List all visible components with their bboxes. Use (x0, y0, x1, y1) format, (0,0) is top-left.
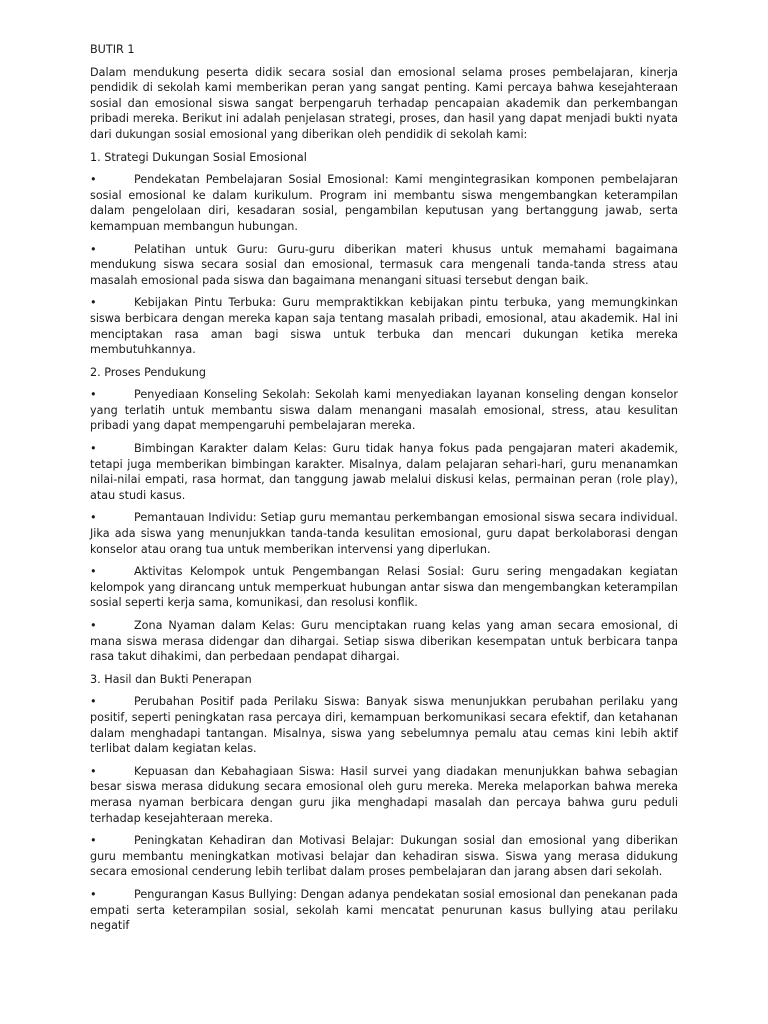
list-item (90, 833, 678, 880)
list-item-text: Pemantauan Individu: Setiap guru memantau perkembangan emosional siswa secara individual. Jika ada siswa yang menunjukkan tanda-tanda kesulitan emosional, guru dapat berkolaborasi dengan konselor atau orang tua untuk memberikan intervensi yang diperlukan. (90, 511, 678, 556)
list-item-text: Aktivitas Kelompok untuk Pengembangan Relasi Sosial: Guru sering mengadakan kegiatan kelompok yang dirancang untuk memperkuat hubungan antar siswa dan mengembangkan keterampilan sosial seperti kerja sama, komunikasi, dan resolusi konflik. (90, 565, 678, 610)
list-item (90, 510, 678, 557)
bullet-icon: • (90, 511, 97, 525)
section-heading-3: 3. Hasil dan Bukti Penerapan (90, 672, 252, 686)
list-item (90, 242, 678, 289)
document-title: BUTIR 1 (90, 43, 135, 56)
bullet-icon: • (90, 242, 97, 256)
list-item (90, 618, 678, 665)
section-heading-2: 2. Proses Pendukung (90, 365, 207, 379)
bullet-icon: • (90, 296, 97, 310)
list-item (90, 387, 678, 434)
bullet-icon: • (90, 619, 97, 632)
bullet-icon: • (90, 834, 97, 848)
list-item-text: Pendekatan Pembelajaran Sosial Emosional: Kami mengintegrasikan komponen pembelajaran sosial emosional ke dalam kurikulum. Program ini membantu siswa mengembangkan keterampilan dalam pengelolaan diri, kesadaran sosial, pengambilan keputusan yang bertanggung jawab, serta kemampuan membangun hubungan. (90, 173, 678, 233)
section-heading-1: 1. Strategi Dukungan Sosial Emosional (90, 150, 307, 164)
intro-paragraph: Dalam mendukung peserta didik secara sosial dan emosional selama proses pembelajaran, kinerja pendidik di sekolah kami memberikan peran yang sangat penting. Kami percaya bahwa kesejahteraan sosial dan emosional siswa sangat berpengaruh terhadap pencapaian akademik dan perkembangan pribadi mereka. Berikut ini adalah penjelasan strategi, proses, dan hasil yang dapat menjadi bukti nyata dari dukungan sosial emosional yang diberikan oleh pendidik di sekolah kami: (90, 65, 678, 141)
bullet-icon: • (90, 565, 97, 579)
list-item-text: Bimbingan Karakter dalam Kelas: Guru tidak hanya fokus pada pengajaran materi akademik, tetapi juga memberikan bimbingan karakter. Misalnya, dalam pelajaran sehari-hari, guru menanamkan nilai-nilai empati, rasa hormat, dan tanggung jawab melalui diskusi kelas, permainan peran (role play), atau studi kasus. (90, 442, 678, 502)
bullet-icon: • (90, 764, 97, 778)
list-item (90, 564, 678, 611)
list-item (90, 295, 678, 357)
list-item (90, 887, 678, 934)
bullet-icon: • (90, 695, 97, 709)
bullet-icon: • (90, 173, 97, 187)
list-item-text: Perubahan Positif pada Perilaku Siswa: Banyak siswa menunjukkan perubahan perilaku yang positif, seperti peningkatan rasa percaya diri, kemampuan berkomunikasi secara efektif, dan ketahanan dalam menghadapi tantangan. Misalnya, siswa yang sebelumnya pemalu atau cemas kini lebih aktif terlibat dalam kegiatan kelas. (90, 695, 678, 756)
bullet-icon: • (90, 887, 97, 901)
bullet-icon: • (90, 388, 97, 402)
list-item-text: Pelatihan untuk Guru: Guru-guru diberikan materi khusus untuk memahami bagaimana mendukung siswa secara sosial dan emosional, termasuk cara mengenali tanda-tanda stress atau masalah emosional pada siswa dan bagaimana menangani situasi tersebut dengan baik. (90, 242, 678, 287)
document-page (90, 42, 678, 941)
list-item-text: Peningkatan Kehadiran dan Motivasi Belajar: Dukungan sosial dan emosional yang diberikan guru membantu meningkatkan motivasi belajar dan kehadiran siswa. Siswa yang merasa didukung secara emosional cenderung lebih terlibat dalam proses pembelajaran dan jarang absen dari sekolah. (90, 834, 678, 879)
list-item (90, 694, 678, 756)
list-item-text: Penyediaan Konseling Sekolah: Sekolah kami menyediakan layanan konseling dengan konselor yang terlatih untuk membantu siswa dalam menangani masalah emosional, stress, atau kesulitan pribadi yang dapat mempengaruhi pembelajaran mereka. (90, 388, 678, 433)
list-item-text: Pengurangan Kasus Bullying: Dengan adanya pendekatan sosial emosional dan penekanan pada empati serta keterampilan sosial, sekolah kami mencatat penurunan kasus bullying atau perilaku negatif (90, 887, 678, 933)
list-item-text: Kepuasan dan Kebahagiaan Siswa: Hasil survei yang diadakan menunjukkan bahwa sebagian besar siswa merasa didukung secara emosional oleh guru mereka. Mereka melaporkan bahwa mereka merasa nyaman berbicara dengan guru jika menghadapi masalah dan percaya bahwa guru peduli terhadap kesejahteraan mereka. (90, 764, 678, 825)
list-item (90, 172, 678, 234)
list-item-text: Zona Nyaman dalam Kelas: Guru menciptakan ruang kelas yang aman secara emosional, di mana siswa merasa didengar dan dihargai. Setiap siswa diberikan kesempatan untuk berbicara tanpa rasa takut dihakimi, dan perbedaan pendapat dihargai. (90, 619, 678, 664)
bullet-icon: • (90, 442, 97, 456)
list-item (90, 441, 678, 503)
list-item (90, 764, 678, 826)
list-item-text: Kebijakan Pintu Terbuka: Guru mempraktikkan kebijakan pintu terbuka, yang memungkinkan siswa berbicara dengan mereka kapan saja tentang masalah pribadi, emosional, atau akademik. Hal ini menciptakan rasa aman bagi siswa untuk terbuka dan mencari dukungan ketika mereka membutuhkannya. (90, 296, 678, 357)
